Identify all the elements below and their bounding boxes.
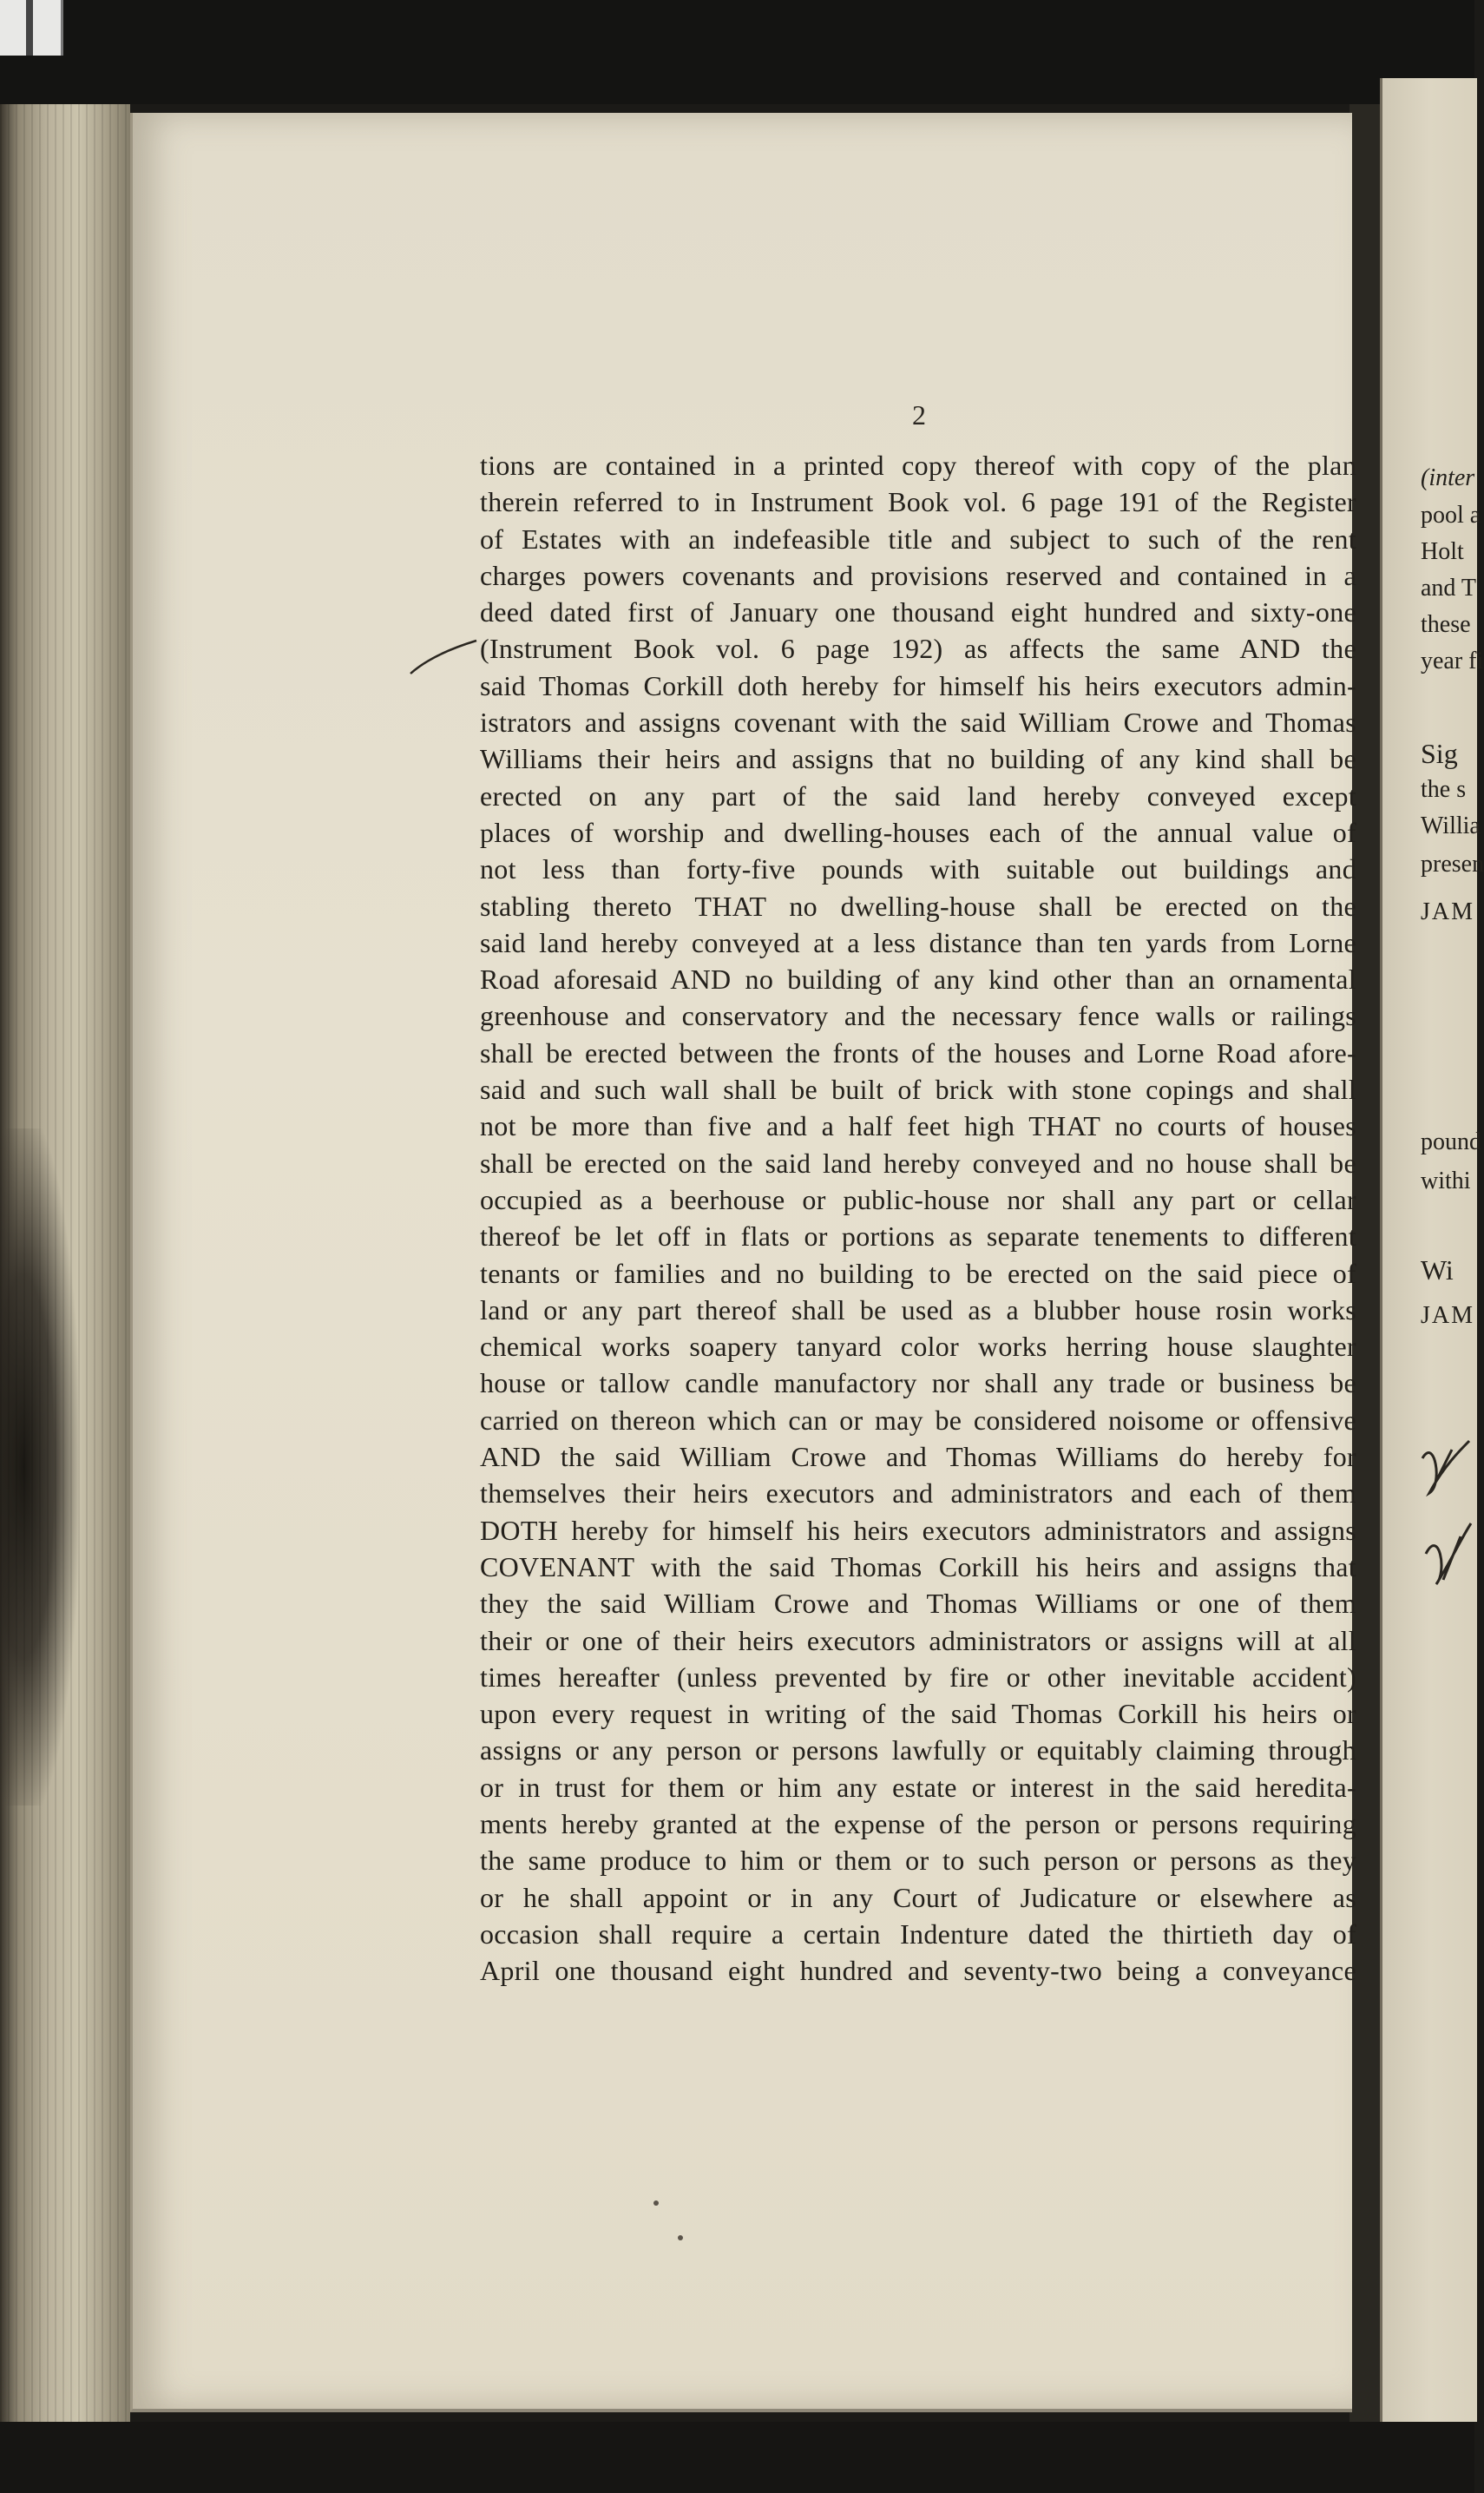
- adjacent-page-fragment: Sig: [1421, 738, 1458, 769]
- text-line: charges powers covenants and provisions reserved and contained in a: [480, 559, 1356, 591]
- adjacent-page-fragment: Willia: [1421, 812, 1481, 839]
- bottom-scanner-bar: [0, 2422, 1474, 2493]
- book-page-edges: [0, 104, 130, 2422]
- document-body-text: [480, 447, 1356, 1989]
- text-line: ments hereby granted at the expense of the person or persons requiring: [480, 1807, 1356, 1839]
- text-line: house or tallow candle manufactory nor shall any trade or business be: [480, 1367, 1356, 1399]
- text-line: their or one of their heirs executors administrators or assigns will at all: [480, 1624, 1356, 1656]
- text-line: AND the said William Crowe and Thomas Williams do hereby for: [480, 1441, 1356, 1473]
- text-line: places of worship and dwelling-houses each of the annual value of: [480, 816, 1356, 848]
- adjacent-page-fragment: pound: [1421, 1128, 1481, 1155]
- text-line: or he shall appoint or in any Court of Judicature or elsewhere as: [480, 1881, 1356, 1913]
- text-line: Road aforesaid AND no building of any kind other than an ornamental: [480, 964, 1356, 996]
- top-scanner-bar: [0, 0, 1474, 104]
- text-line: upon every request in writing of the said Thomas Corkill his heirs or: [480, 1698, 1356, 1730]
- handwritten-signature-fragment: [1417, 1432, 1474, 1597]
- text-line: occupied as a beerhouse or public-house nor shall any part or cellar: [480, 1183, 1356, 1215]
- text-line: not be more than five and a half feet high THAT no courts of houses: [480, 1110, 1356, 1142]
- adjacent-page-fragment: presen: [1421, 851, 1484, 878]
- text-line: not less than forty-five pounds with suitable out buildings and: [480, 853, 1356, 885]
- text-line: istrators and assigns covenant with the said William Crowe and Thomas: [480, 707, 1356, 739]
- text-line: said Thomas Corkill doth hereby for himself his heirs executors admin-: [480, 669, 1356, 701]
- text-line: greenhouse and conservatory and the necessary fence walls or railings: [480, 1000, 1356, 1032]
- adjacent-page-fragment: JAM: [1421, 1302, 1475, 1329]
- adjacent-page-fragment: Wi: [1421, 1254, 1454, 1286]
- adjacent-page-fragment: year fi: [1421, 648, 1484, 674]
- text-line: therein referred to in Instrument Book vol. 6 page 191 of the Register: [480, 486, 1356, 518]
- adjacent-page-fragment: these: [1421, 611, 1471, 638]
- adjacent-page-fragment: Holt: [1421, 538, 1464, 565]
- text-line: tenants or families and no building to be erected on the said piece of: [480, 1257, 1356, 1289]
- text-line: assigns or any person or persons lawfully or equitably claiming through: [480, 1734, 1356, 1766]
- ledger-page: [130, 113, 1356, 2412]
- text-line: stabling thereto THAT no dwelling-house shall be erected on the: [480, 890, 1356, 922]
- text-line: they the said William Crowe and Thomas Williams or one of them: [480, 1588, 1356, 1620]
- text-line: themselves their heirs executors and administrators and each of them: [480, 1477, 1356, 1510]
- text-line: carried on thereon which can or may be considered noisome or offensive: [480, 1404, 1356, 1436]
- adjacent-page-fragment: and T: [1421, 575, 1477, 602]
- adjacent-page-fragment: the s: [1421, 776, 1467, 803]
- text-line: Williams their heirs and assigns that no building of any kind shall be: [480, 743, 1356, 775]
- text-line: the same produce to him or them or to such person or persons as they: [480, 1845, 1356, 1877]
- ink-speck: [678, 2235, 683, 2240]
- text-line: times hereafter (unless prevented by fire or other inevitable accident): [480, 1661, 1356, 1693]
- adjacent-page-fragment: pool a: [1421, 502, 1481, 529]
- text-line: DOTH hereby for himself his heirs executors administrators and assigns: [480, 1514, 1356, 1546]
- text-line: (Instrument Book vol. 6 page 192) as affects the same AND the: [480, 633, 1356, 665]
- text-line: shall be erected on the said land hereby conveyed and no house shall be: [480, 1147, 1356, 1179]
- text-line: said land hereby conveyed at a less distance than ten yards from Lorne: [480, 926, 1356, 958]
- page-tab-marker: [0, 0, 63, 56]
- text-line: thereof be let off in flats or portions as separate tenements to different: [480, 1220, 1356, 1253]
- text-line: COVENANT with the said Thomas Corkill his heirs and assigns that: [480, 1550, 1356, 1582]
- adjacent-page-fragment: withi: [1421, 1168, 1471, 1194]
- text-line: deed dated first of January one thousand eight hundred and sixty-one: [480, 596, 1356, 628]
- text-line: said and such wall shall be built of brick with stone copings and shall: [480, 1074, 1356, 1106]
- adjacent-page-fragment: (inter: [1421, 464, 1475, 491]
- margin-tick-mark: [409, 634, 478, 677]
- text-line: April one thousand eight hundred and seventy-two being a conveyance: [480, 1955, 1356, 1987]
- text-line: or in trust for them or him any estate or interest in the said heredita-: [480, 1771, 1356, 1803]
- text-line: occasion shall require a certain Indenture dated the thirtieth day of: [480, 1917, 1356, 1950]
- text-line: chemical works soapery tanyard color works herring house slaughter: [480, 1331, 1356, 1363]
- text-line: shall be erected between the fronts of the houses and Lorne Road afore-: [480, 1036, 1356, 1069]
- adjacent-page-fragment: JAM: [1421, 898, 1475, 925]
- adjacent-page-edge: [1380, 78, 1484, 2422]
- text-line: erected on any part of the said land hereby conveyed except: [480, 779, 1356, 812]
- page-number: 2: [912, 399, 926, 431]
- text-line: land or any part thereof shall be used as a blubber house rosin works: [480, 1293, 1356, 1325]
- ink-speck: [653, 2200, 659, 2206]
- text-line: tions are contained in a printed copy thereof with copy of the plan: [480, 450, 1356, 481]
- text-line: of Estates with an indefeasible title and subject to such of the rent: [480, 523, 1356, 555]
